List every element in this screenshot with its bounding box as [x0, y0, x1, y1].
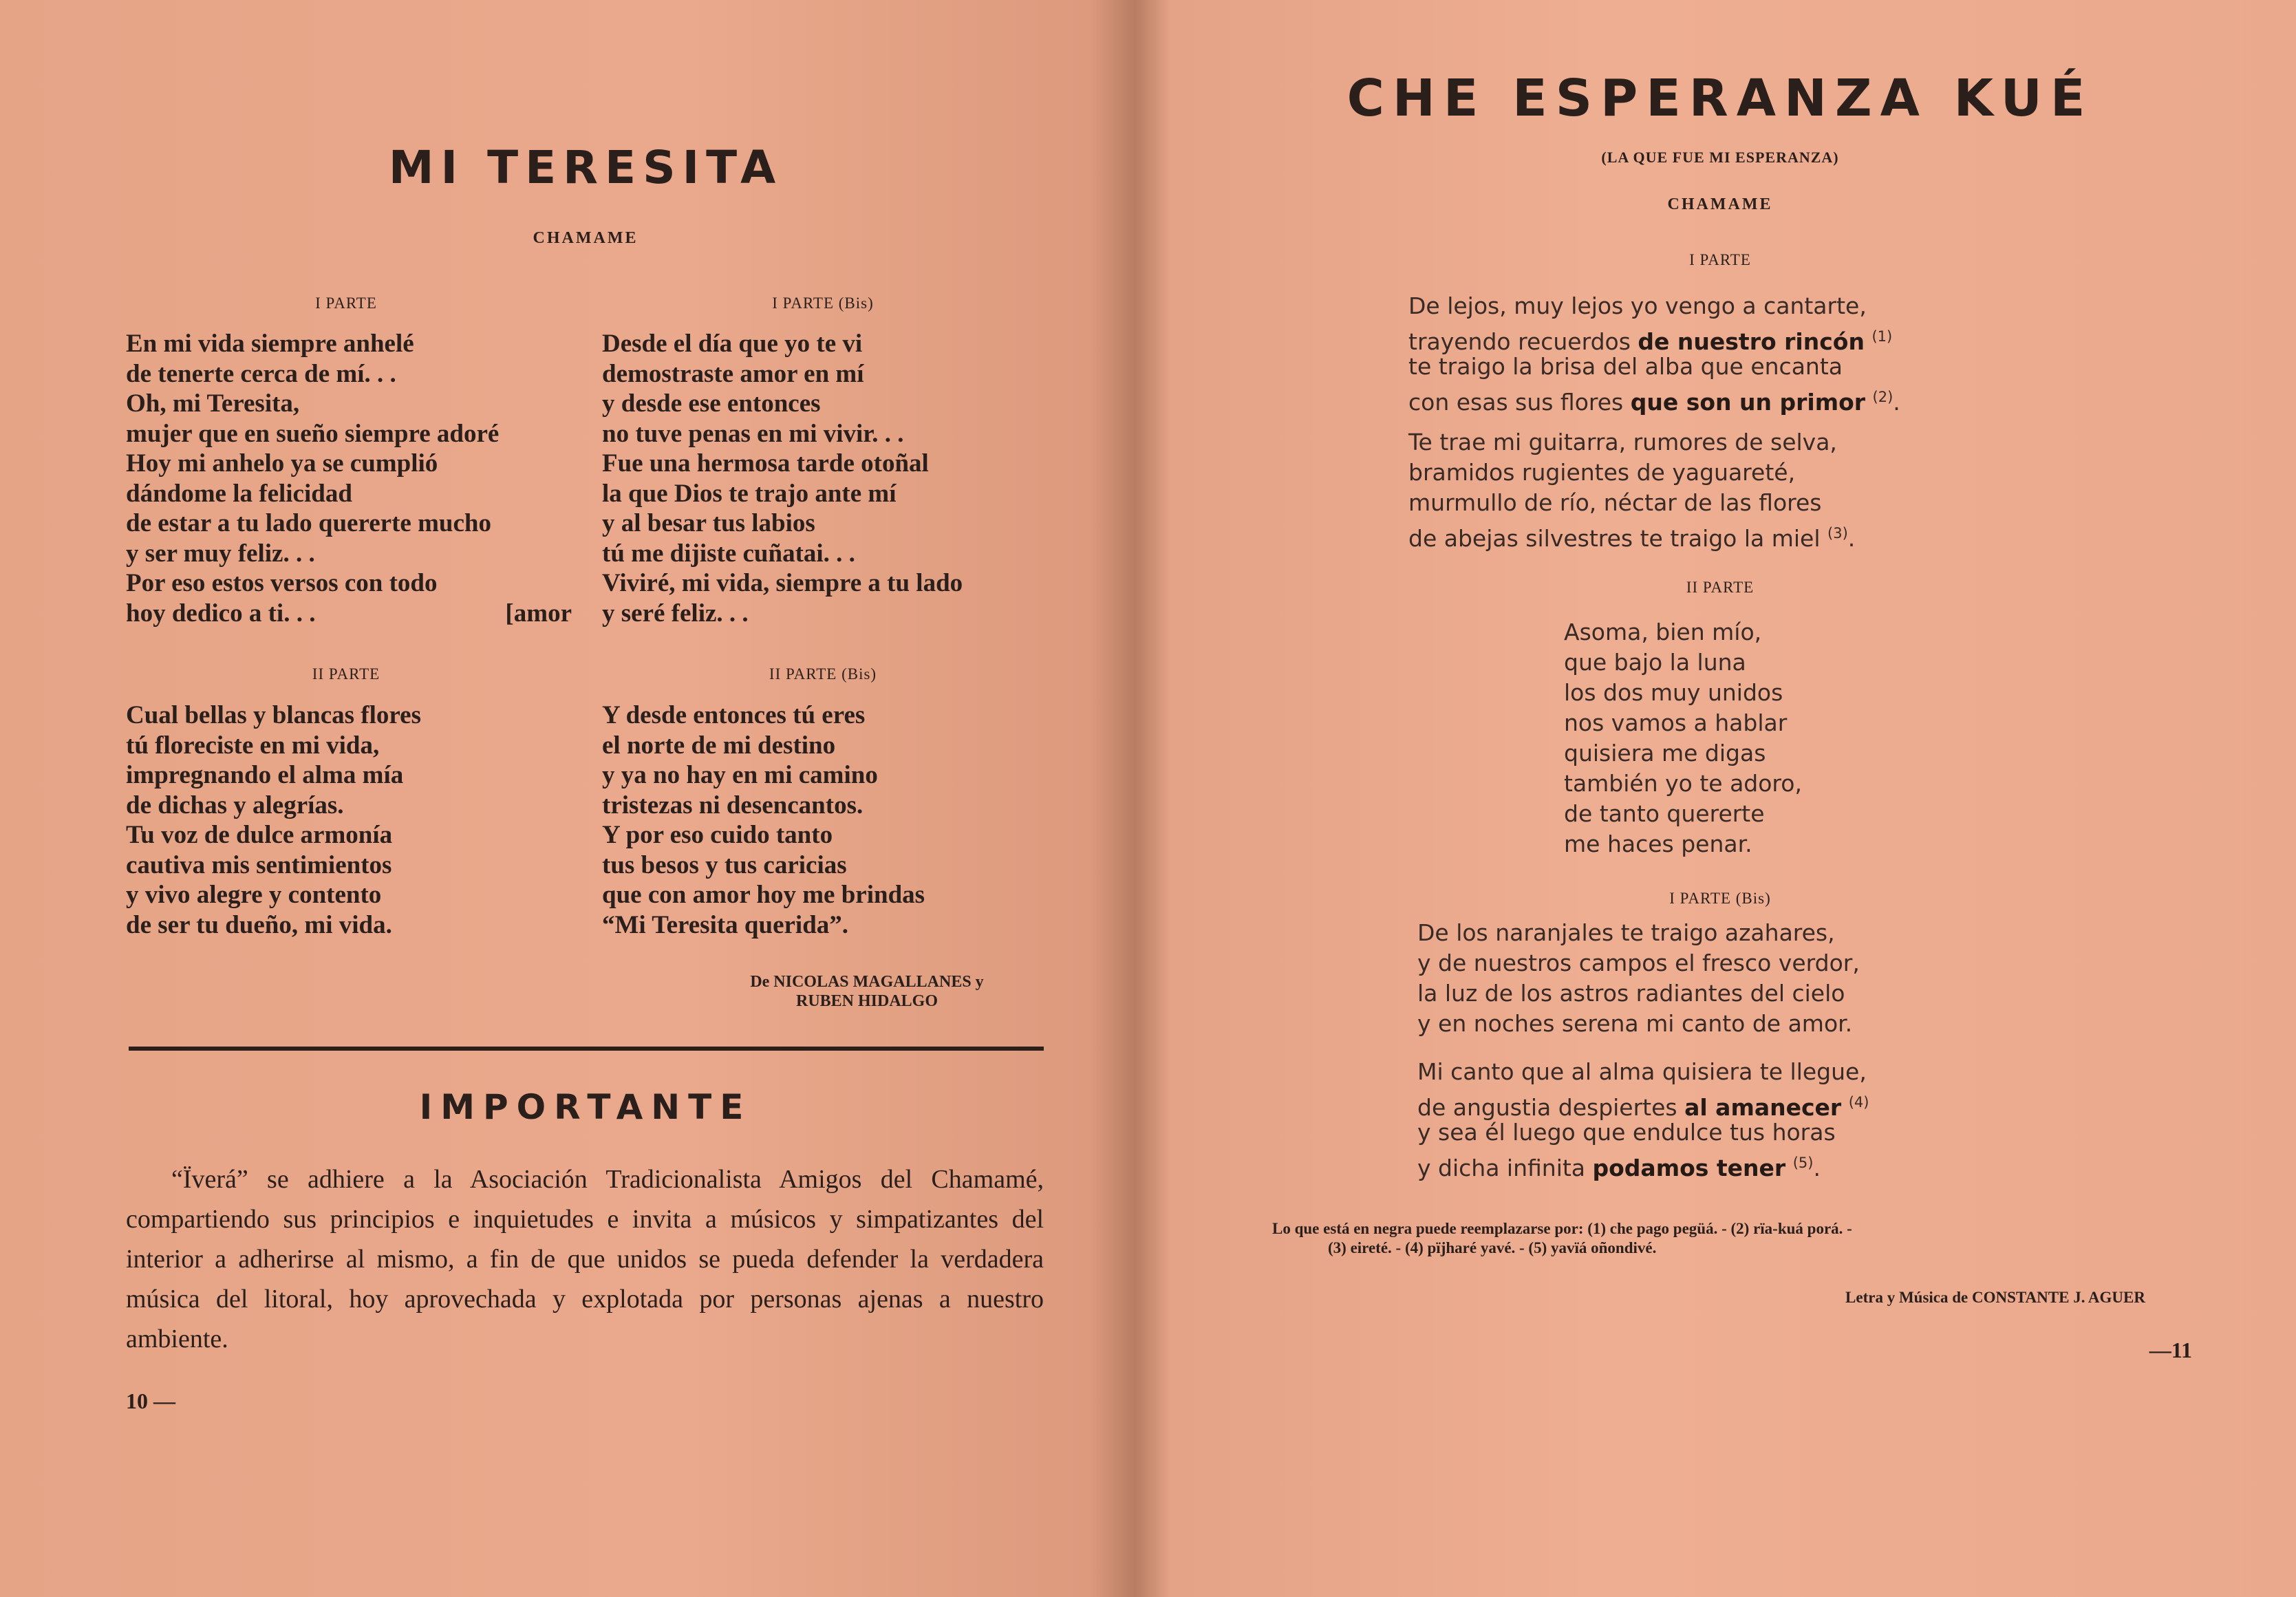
stanza	[1417, 918, 1860, 1039]
lyric-line	[1408, 291, 1900, 321]
section-heading: II PARTE	[1686, 579, 1755, 596]
lyric-line	[602, 568, 963, 599]
lyric-text: Y por eso cuido tanto	[602, 821, 833, 849]
lyric-text: no tuve penas en mi vivir. . .	[602, 419, 904, 448]
lyric-text: bramidos rugientes de yaguareté,	[1408, 459, 1796, 486]
notice-title: IMPORTANTE	[419, 1087, 752, 1127]
song-genre: CHAMAME	[533, 229, 639, 247]
lyric-line	[1417, 1057, 1869, 1087]
lyric-text: impregnando el alma mía	[126, 761, 404, 789]
lyric-line	[602, 760, 925, 791]
lyric-line	[126, 731, 421, 761]
footnote-ref: (2)	[1872, 389, 1893, 405]
lyric-line	[126, 419, 572, 449]
lyric-line	[126, 329, 572, 359]
lyric-text	[1785, 1155, 1793, 1181]
lyric-text: Por eso estos versos con todo	[126, 569, 438, 597]
lyric-line	[1408, 518, 1856, 552]
lyric-text: En mi vida siempre anhelé	[126, 330, 414, 358]
lyric-line	[1417, 1087, 1869, 1121]
footnote-line: (3) eireté. - (4) pïjharé yavé. - (5) yavïá oñondivé.	[1328, 1239, 1657, 1256]
song-credit	[716, 972, 1018, 1011]
lyric-line	[126, 539, 572, 569]
lyric-line	[1564, 738, 1802, 769]
lyric-line	[602, 731, 925, 761]
right-page	[1135, 0, 2296, 1597]
lyric-text: De los naranjales te traigo azahares,	[1417, 919, 1835, 946]
lyric-text: .	[1813, 1155, 1821, 1181]
lyric-line	[1564, 799, 1802, 829]
lyric-line	[602, 791, 925, 821]
lyric-line	[602, 329, 963, 359]
lyric-line	[1417, 918, 1860, 948]
lyric-line	[126, 880, 421, 910]
lyric-text: Tu voz de dulce armonía	[126, 821, 393, 849]
lyric-text: [amor	[505, 599, 572, 628]
lyric-line	[1408, 321, 1900, 355]
credit-line: De NICOLAS MAGALLANES y	[750, 973, 984, 991]
lyric-line	[1417, 1009, 1860, 1039]
lyric-line	[602, 419, 963, 449]
stanza	[1408, 427, 1856, 552]
lyric-text: Mi canto que al alma quisiera te llegue,	[1417, 1058, 1867, 1085]
lyric-text: quisiera me digas	[1564, 740, 1766, 767]
lyric-line	[1564, 678, 1802, 708]
lyric-text: De lejos, muy lejos yo vengo a cantarte,	[1408, 292, 1867, 319]
lyric-line	[126, 791, 421, 821]
lyric-text: dándome la felicidad	[126, 479, 352, 508]
lyric-line	[602, 599, 963, 629]
stanza	[602, 329, 963, 628]
stanza	[1417, 1057, 1869, 1181]
lyric-line	[1408, 427, 1855, 458]
lyric-text: de abejas silvestres te traigo la miel	[1408, 525, 1828, 552]
lyric-line	[1564, 617, 1802, 647]
song-genre: CHAMAME	[1667, 195, 1773, 213]
lyric-line	[126, 820, 421, 850]
lyric-text: también yo te adoro,	[1564, 770, 1802, 797]
lyric-line	[1408, 488, 1855, 518]
lyric-text: y dicha infinita	[1417, 1155, 1593, 1181]
lyric-text: “Mi Teresita querida”.	[602, 910, 849, 939]
lyric-line	[602, 850, 925, 881]
section-heading: I PARTE (Bis)	[772, 294, 874, 312]
lyric-line	[126, 568, 572, 599]
lyric-line	[1417, 1117, 1869, 1148]
lyric-text: y ya no hay en mi camino	[602, 761, 878, 789]
lyric-line	[126, 910, 421, 941]
lyric-line	[126, 449, 572, 479]
lyric-text: Viviré, mi vida, siempre a tu lado	[602, 569, 963, 597]
lyric-line	[602, 700, 925, 731]
lyric-text: y sea él luego que endulce tus horas	[1417, 1119, 1836, 1146]
lyric-text: hoy dedico a ti. . .	[126, 599, 316, 628]
footnote-ref: (3)	[1827, 525, 1848, 542]
lyric-text	[1865, 389, 1873, 416]
credit-line: RUBEN HIDALGO	[795, 992, 938, 1010]
lyric-line	[126, 479, 572, 509]
lyric-text: nos vamos a hablar	[1564, 709, 1788, 736]
footnote-line: Lo que está en negra puede reemplazarse por: (1) che pago pegüá. - (2) rïa-kuá porá. -	[1272, 1220, 1852, 1237]
lyric-line	[1408, 382, 1900, 416]
lyric-line	[126, 508, 572, 539]
song-title: CHE ESPERANZA KUÉ	[1347, 69, 2094, 128]
lyric-text: y en noches serena mi canto de amor.	[1417, 1010, 1853, 1037]
lyric-text: los dos muy unidos	[1564, 679, 1783, 706]
lyric-text: Cual bellas y blancas flores	[126, 701, 421, 729]
lyric-line	[1564, 708, 1802, 738]
lyric-line	[126, 359, 572, 389]
lyric-text: que bajo la luna	[1564, 649, 1746, 676]
lyric-text	[1865, 328, 1872, 355]
lyric-line	[1564, 647, 1802, 678]
divider-rule	[129, 1047, 1044, 1051]
lyric-text: de dichas y alegrías.	[126, 791, 344, 819]
bold-phrase: que son un primor	[1630, 389, 1866, 416]
lyric-text: que con amor hoy me brindas	[602, 881, 925, 909]
left-page	[0, 0, 1135, 1597]
lyric-text: .	[1847, 525, 1856, 552]
bold-phrase: podamos tener	[1592, 1155, 1786, 1181]
lyric-line	[602, 449, 963, 479]
lyric-text: demostraste amor en mí	[602, 359, 864, 388]
lyric-line	[602, 910, 925, 941]
lyric-text: Y desde entonces tú eres	[602, 701, 866, 729]
footnote-ref: (1)	[1871, 328, 1893, 345]
lyric-text: y seré feliz. . .	[602, 599, 749, 628]
lyric-line	[126, 599, 572, 629]
footnote-ref: (4)	[1848, 1094, 1869, 1111]
lyric-line	[1417, 1148, 1869, 1181]
lyric-text: Hoy mi anhelo ya se cumplió	[126, 449, 438, 478]
section-heading: II PARTE (Bis)	[769, 665, 877, 683]
lyric-text: Te trae mi guitarra, rumores de selva,	[1408, 429, 1837, 455]
lyric-line	[1408, 352, 1900, 382]
lyric-text: con esas sus flores	[1408, 389, 1631, 416]
lyric-text: me haces penar.	[1564, 830, 1752, 857]
lyric-line	[602, 539, 963, 569]
lyric-text: y ser muy feliz. . .	[126, 539, 315, 568]
lyric-line	[126, 700, 421, 731]
lyric-line	[602, 479, 963, 509]
page-number: 10 —	[126, 1389, 175, 1413]
lyric-text: tus besos y tus caricias	[602, 850, 847, 879]
lyric-text: de ser tu dueño, mi vida.	[126, 910, 392, 939]
lyric-text: cautiva mis sentimientos	[126, 850, 392, 879]
lyric-text: de tenerte cerca de mí. . .	[126, 359, 396, 388]
lyric-line	[126, 760, 421, 791]
lyric-text: tú me dijiste cuñatai. . .	[602, 539, 855, 568]
lyric-text: mujer que en sueño siempre adoré	[126, 419, 500, 448]
lyric-text: Oh, mi Teresita,	[126, 389, 300, 418]
lyric-line	[126, 850, 421, 881]
lyric-text: Fue una hermosa tarde otoñal	[602, 449, 929, 478]
page-number: —11	[2149, 1338, 2192, 1362]
lyric-text: de tanto quererte	[1564, 800, 1765, 827]
lyric-line	[602, 820, 925, 850]
stanza	[1408, 291, 1900, 416]
stanza	[602, 700, 925, 940]
song-title: MI TERESITA	[388, 141, 783, 194]
notice-text: “Ïverá” se adhiere a la Asociación Tradicionalista Amigos del Chamamé, compartiendo sus principios e inquietudes e invita a músicos y simpatizantes del interior a adherirse al mismo, a fin de que unidos se pueda defender la verdadera música del litoral, hoy aprovechada y explotada por personas ajenas a nuestro ambiente.	[126, 1165, 1044, 1353]
lyric-text: y vivo alegre y contento	[126, 881, 382, 909]
lyric-text: y de nuestros campos el fresco verdor,	[1417, 950, 1860, 976]
lyric-text: la luz de los astros radiantes del cielo	[1417, 980, 1845, 1007]
stanza	[126, 700, 421, 940]
lyric-text: y desde ese entonces	[602, 389, 821, 418]
lyric-text: el norte de mi destino	[602, 731, 836, 760]
lyric-text: trayendo recuerdos	[1408, 328, 1638, 355]
song-credit: Letra y Música de CONSTANTE J. AGUER	[1845, 1289, 2145, 1306]
lyric-line	[1408, 458, 1855, 488]
lyric-line	[602, 508, 963, 539]
lyric-text: te traigo la brisa del alba que encanta	[1408, 353, 1843, 380]
song-subtitle: (LA QUE FUE MI ESPERANZA)	[1601, 149, 1839, 166]
stanza	[126, 329, 572, 628]
stanza	[1564, 617, 1802, 859]
section-heading: I PARTE	[1689, 251, 1751, 268]
lyric-text: y al besar tus labios	[602, 509, 815, 537]
bold-phrase: al amanecer	[1684, 1094, 1842, 1121]
bold-phrase: de nuestro rincón	[1638, 328, 1865, 355]
lyric-text: Desde el día que yo te vi	[602, 330, 863, 358]
lyric-line	[602, 359, 963, 389]
footnote-ref: (5)	[1792, 1155, 1814, 1171]
lyric-text: de angustia despiertes	[1417, 1094, 1685, 1121]
section-heading: II PARTE	[312, 665, 380, 683]
lyric-line	[126, 389, 572, 419]
lyric-text: la que Dios te trajo ante mí	[602, 479, 897, 508]
lyric-text: de estar a tu lado quererte mucho	[126, 509, 491, 537]
lyric-text	[1841, 1094, 1849, 1121]
lyric-text: murmullo de río, néctar de las flores	[1408, 489, 1822, 516]
footnote	[1272, 1219, 1852, 1258]
lyric-line	[1417, 978, 1860, 1009]
lyric-text: tristezas ni desencantos.	[602, 791, 863, 819]
lyric-line	[1417, 948, 1860, 978]
lyric-line	[1564, 829, 1802, 859]
section-heading: I PARTE	[315, 294, 377, 312]
lyric-text: Asoma, bien mío,	[1564, 619, 1762, 645]
lyric-text: tú floreciste en mi vida,	[126, 731, 380, 760]
section-heading: I PARTE (Bis)	[1669, 890, 1771, 907]
lyric-line	[1564, 769, 1802, 799]
lyric-line	[602, 880, 925, 910]
lyric-text: .	[1893, 389, 1900, 416]
lyric-line	[602, 389, 963, 419]
